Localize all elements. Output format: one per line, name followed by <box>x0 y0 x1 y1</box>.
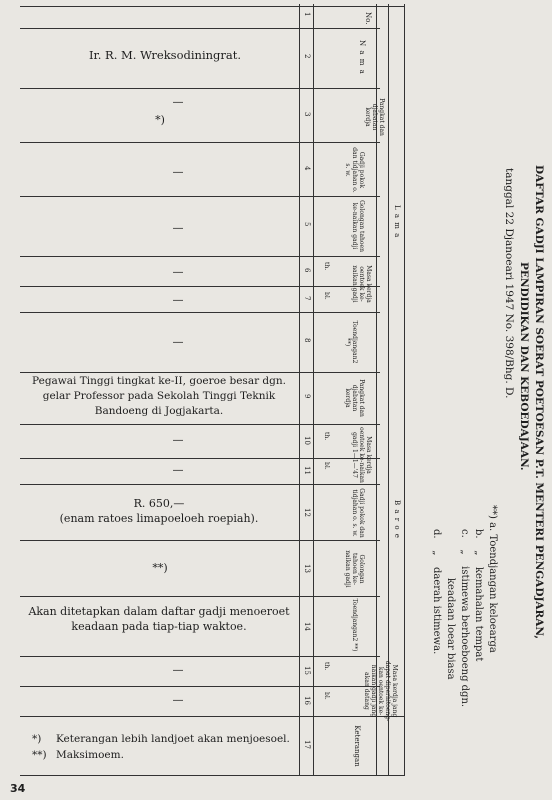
grid-line <box>20 775 405 776</box>
grid-line <box>299 4 300 776</box>
rank-line: Pegawai Tinggi tingkat ke-II, goeroe besar dgn. <box>32 375 286 387</box>
header-masa-baroe: Masa kerdja oentoek ke-naikan gadji 1—1—'47 <box>351 427 372 483</box>
col-number: 5 <box>303 222 311 227</box>
col-number: 12 <box>303 508 311 517</box>
allowance-note <box>24 604 294 634</box>
header-lama: L a m a <box>393 205 401 239</box>
footnote-mark: **) <box>32 749 47 761</box>
grid-line <box>20 424 380 425</box>
grid-line <box>20 540 380 541</box>
notes-text: keadaan loear biasa <box>445 578 456 680</box>
notes-marker: **) <box>487 505 498 519</box>
footnote-text: Maksimoem. <box>56 749 124 761</box>
salary-words: (enam ratoes limapoeloeh roepiah). <box>59 512 259 525</box>
col-number: 10 <box>303 436 311 445</box>
col-number: 14 <box>303 622 311 631</box>
empty-cell-dash: — <box>172 265 184 279</box>
header-bl: bl. <box>323 692 330 700</box>
col-number: 7 <box>303 296 311 301</box>
empty-cell-dash: — <box>172 293 184 307</box>
header-gadji-baroe: Gadji pokok dan tidjahan o. s. w. <box>351 488 365 538</box>
empty-cell-dash: — <box>172 463 184 477</box>
notes-letter: b. <box>473 529 484 539</box>
empty-cell-dash: — <box>172 165 184 179</box>
header-golongan-baroe: Golongan tahoen ke-naikan gadji <box>344 550 365 588</box>
grid-line <box>20 28 380 29</box>
empty-cell-dash: — <box>172 95 184 109</box>
header-bl: bl. <box>323 462 330 470</box>
page-number: 34 <box>10 782 26 795</box>
header-no: No. <box>364 12 372 25</box>
col-number: 13 <box>303 564 311 573</box>
empty-cell-dash: — <box>172 335 184 349</box>
notes-item <box>459 529 470 707</box>
notes-item <box>431 529 442 654</box>
notes-letter: d. <box>431 529 442 539</box>
notes-text: Toendjangan keloearga <box>487 534 498 653</box>
notes-item <box>445 578 456 680</box>
grid-line <box>20 458 380 459</box>
notes-letter: a. <box>487 522 498 532</box>
grid-line <box>20 196 380 197</box>
empty-cell-dash: — <box>172 693 184 707</box>
document-title-line2: PENDIDIKAN DAN KEBOEDAJAAN. <box>518 262 530 471</box>
grid-line <box>20 656 380 657</box>
col-number: 16 <box>303 696 311 705</box>
grid-line <box>20 312 380 313</box>
grid-line <box>404 4 405 776</box>
footnote <box>32 747 290 763</box>
document-title: DAFTAR GADJI LAMPIRAN SOERAT POETOESAN P.T. MENTERI PENGADJARAN, <box>533 165 545 640</box>
col-number: 15 <box>303 666 311 675</box>
allowance-line: Akan ditetapkan dalam daftar gadji menoeroet <box>28 605 290 618</box>
rank-position-new <box>24 374 294 419</box>
empty-cell-dash: — <box>172 663 184 677</box>
footnotes <box>32 731 290 763</box>
col-number: 17 <box>303 740 311 749</box>
notes-letter: c. <box>459 529 470 538</box>
col-number: 3 <box>303 112 311 117</box>
footnote-mark: *) <box>32 733 42 745</box>
salary-amount: R. 650,— <box>133 497 185 510</box>
header-tunj-baroe: Toendjangan2 **) <box>351 598 358 652</box>
grid-line <box>20 6 405 7</box>
grid-line <box>20 142 380 143</box>
header-th: th. <box>323 662 330 671</box>
header-nama: N a m a <box>358 40 366 75</box>
person-name: Ir. R. M. Wreksodiningrat. <box>88 48 242 62</box>
header-golongan-lama: Golongan tahoen ke-naikan gadji <box>351 200 365 252</box>
grid-line <box>20 716 405 717</box>
col-number: 2 <box>303 54 311 59</box>
ditto-mark: „ <box>431 550 442 556</box>
grid-line <box>20 286 380 287</box>
footnote-marker: **) <box>152 561 168 575</box>
header-tunj-lama: Toendjangan2 **) <box>344 320 358 364</box>
col-number: 1 <box>303 12 311 17</box>
grid-line <box>313 4 314 776</box>
document-date: tanggal 22 Djanoeari 1947 No. 398/Bhg. D. <box>503 168 515 399</box>
allowance-line: keadaan pada tiap-tiap waktoe. <box>71 620 247 633</box>
header-th: th. <box>323 432 330 441</box>
grid-line <box>20 88 380 89</box>
footnote <box>32 731 290 747</box>
notes-item <box>487 505 498 653</box>
rank-line: Bandoeng di Jogjakarta. <box>94 405 224 417</box>
grid-line <box>20 372 380 373</box>
col-number: 8 <box>303 338 311 343</box>
footnote-marker: *) <box>155 113 165 127</box>
empty-cell-dash: — <box>172 433 184 447</box>
salary-new <box>24 496 294 526</box>
grid-line <box>20 256 380 257</box>
header-pangkat-baroe: Pangkat dan djabatan kerdja <box>344 379 365 417</box>
grid-line <box>20 596 380 597</box>
col-number: 6 <box>303 268 311 273</box>
col-number: 9 <box>303 394 311 399</box>
notes-text: kemahalan tempat <box>473 566 484 662</box>
footnote-text: Keterangan lebih landjoet akan menjoesoel. <box>56 733 290 745</box>
header-masa-lama: Masa kerdja oentoek ke-naikan gadji <box>351 265 372 303</box>
grid-line <box>20 484 380 485</box>
header-th: th. <box>323 262 330 271</box>
notes-text: daerah istimewa. <box>431 566 442 655</box>
col-number: 4 <box>303 166 311 171</box>
header-bl: bl. <box>323 292 330 300</box>
header-keterangan: Keterangan <box>353 725 361 767</box>
header-pangkat-lama: Pangkat dan djabatan kerdja <box>364 98 385 136</box>
notes-text: istimewa berhoeboeng dgn. <box>459 566 470 708</box>
grid-line <box>20 686 380 687</box>
col-number: 11 <box>303 466 311 475</box>
empty-cell-dash: — <box>172 221 184 235</box>
notes-item <box>473 529 484 661</box>
ditto-mark: „ <box>473 550 484 556</box>
header-gadji-lama: Gadji pokok dan tidjahan o. s. w. <box>344 147 365 193</box>
ditto-mark: „ <box>459 549 470 555</box>
rank-line: gelar Professor pada Sekolah Tinggi Teknik <box>42 390 276 402</box>
header-baroe: B a r o e <box>393 500 401 539</box>
header-masa-kenaikan: Masa kerdja jang dapat diperhitoeng-kan oentoek ke-naikan gadji jang akan datang <box>363 660 398 722</box>
